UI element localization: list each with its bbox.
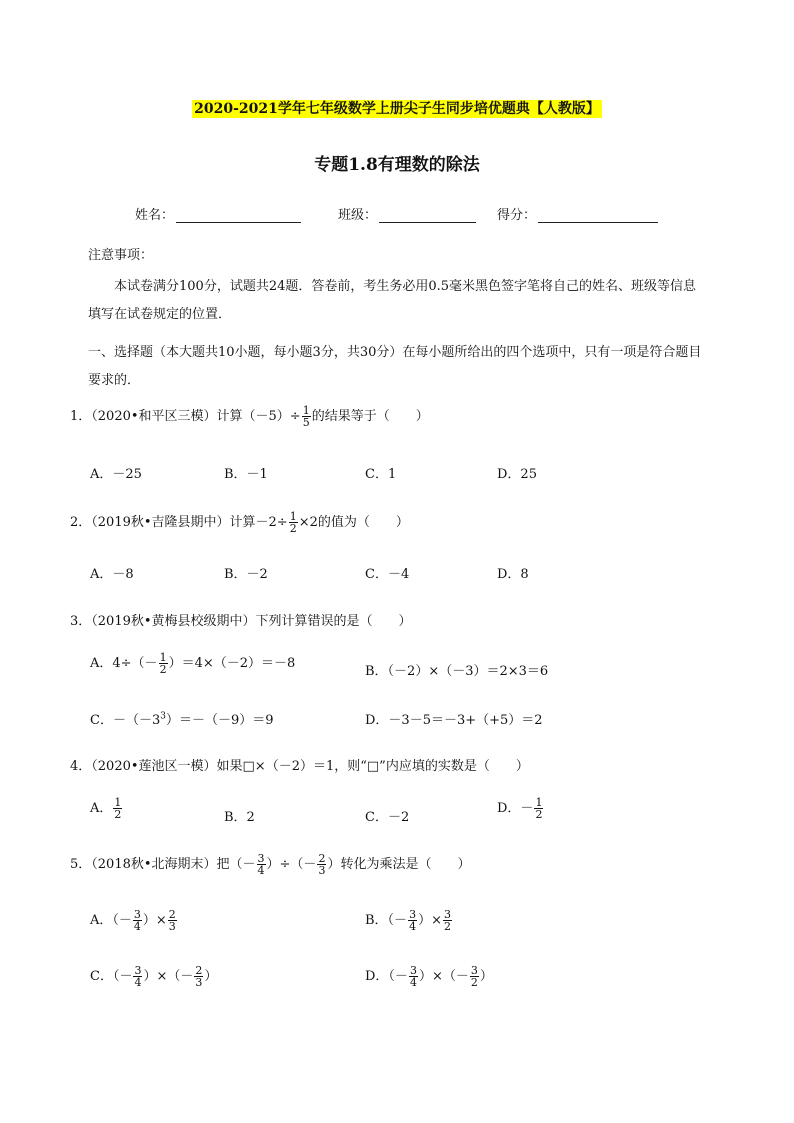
q3a-frac-den: 2 [159, 663, 167, 676]
q5b-f2-den: 2 [443, 920, 451, 933]
class-blank[interactable] [379, 208, 476, 223]
q2-option-c[interactable]: C．－4 [365, 567, 410, 582]
q5a-pre: A．（－ [90, 913, 132, 928]
notice-heading: 注意事项： [88, 248, 154, 263]
score-label: 得分： [497, 208, 537, 223]
notice-body: 本试卷满分100分，试题共24题．答卷前，考生务必用0.5毫米黑色签字笔将自己的姓名、班级等信息填写在试卷规定的位置． [88, 279, 697, 322]
q5-fraction-1 [257, 853, 266, 876]
q5d-f1-den: 4 [409, 976, 417, 989]
document-banner [0, 98, 794, 118]
q5c-f2-num: 2 [195, 964, 203, 977]
q4d-fraction [534, 797, 543, 820]
q2-option-b[interactable]: B．－2 [224, 567, 268, 582]
q5d-f1-num: 3 [409, 964, 417, 977]
q5-stem-pre: 5．（2018秋•北海期末）把（－ [70, 857, 256, 872]
banner-text: 2020-2021学年七年级数学上册尖子生同步培优题典【人教版】 [194, 101, 600, 117]
q2-stem-post: ×2的值为（ ） [298, 515, 409, 530]
q2-frac-num: 1 [289, 510, 297, 523]
q5a-f2-num: 2 [168, 908, 176, 921]
q5-frac2-den: 3 [318, 864, 326, 877]
name-blank[interactable] [176, 208, 301, 223]
question-3: 3．（2019秋•黄梅县校级期中）下列计算错误的是（ ） [70, 614, 412, 629]
q1-stem-pre: 1．（2020•和平区三模）计算（－5）÷ [70, 409, 301, 424]
q5-stem-post: ）转化为乘法是（ ） [327, 857, 471, 872]
q4-option-c[interactable]: C．－2 [365, 810, 410, 825]
q5c-post: ） [204, 969, 218, 984]
q5a-f2-den: 3 [168, 920, 176, 933]
q2-frac-den: 2 [289, 522, 297, 535]
q5b-f1-num: 3 [409, 908, 417, 921]
q3a-post: ）＝4×（－2）＝－8 [168, 656, 296, 671]
q3c-exponent: 3 [160, 711, 166, 722]
q5b-mid: ）× [418, 913, 442, 928]
q5-stem-mid: ）÷（－ [266, 857, 317, 872]
q5d-post: ） [479, 969, 493, 984]
q5c-pre: C．（－ [90, 969, 133, 984]
q5a-mid: ）× [142, 913, 167, 928]
q5d-f2-den: 2 [470, 976, 478, 989]
q4d-frac-den: 2 [535, 808, 543, 821]
q5-frac2-num: 2 [318, 852, 326, 865]
q5-option-c[interactable] [90, 965, 217, 988]
q1-stem-post: 的结果等于（ ） [311, 409, 429, 424]
q5d-pre: D．（－ [365, 969, 408, 984]
section-heading: 一、选择题（本大题共10小题，每小题3分，共30分）在每小题所给出的四个选项中，只有一项是符合题目要求的． [88, 345, 702, 388]
q5c-fraction-1 [133, 965, 142, 988]
q5b-fraction-1 [408, 909, 417, 932]
name-field[interactable] [135, 204, 301, 223]
q5a-fraction-2 [168, 909, 177, 932]
q5c-f1-den: 4 [134, 976, 142, 989]
class-label: 班级： [338, 208, 378, 223]
q4d-frac-num: 1 [535, 796, 543, 809]
q3-option-b[interactable]: B．（－2）×（－3）＝2×3＝6 [365, 664, 549, 679]
q5d-fraction-2 [470, 965, 479, 988]
question-5 [70, 853, 470, 876]
q5d-mid: ）×（－ [418, 969, 469, 984]
q3a-frac-num: 1 [159, 651, 167, 664]
q5a-fraction-1 [133, 909, 142, 932]
q5-frac1-den: 4 [257, 864, 265, 877]
q1-option-b[interactable]: B．－1 [224, 467, 268, 482]
question-1 [70, 405, 429, 428]
q3c-post: ）＝－（－9）＝9 [165, 713, 274, 728]
q5c-f1-num: 3 [134, 964, 142, 977]
q3a-pre: A．4÷（－ [90, 656, 158, 671]
q1-frac-den: 5 [302, 416, 310, 429]
q2-option-d[interactable]: D．8 [497, 567, 529, 582]
q1-option-d[interactable]: D．25 [497, 467, 537, 482]
name-label: 姓名： [135, 208, 175, 223]
q4a-frac-den: 2 [114, 808, 122, 821]
q5c-mid: ）×（－ [143, 969, 194, 984]
q4a-fraction [113, 797, 122, 820]
q5d-fraction-1 [409, 965, 418, 988]
q4-option-b[interactable]: B．2 [224, 810, 255, 825]
q3c-pre: C．－（－3 [90, 713, 161, 728]
q5c-fraction-2 [194, 965, 203, 988]
q2-fraction [289, 511, 298, 534]
class-field[interactable] [338, 204, 476, 223]
score-blank[interactable] [538, 208, 658, 223]
q5-option-a[interactable] [90, 909, 178, 932]
question-2 [70, 511, 409, 534]
q1-fraction [302, 405, 311, 428]
q5-fraction-2 [317, 853, 326, 876]
q5b-f2-num: 3 [443, 908, 451, 921]
q1-frac-num: 1 [302, 404, 310, 417]
q4-option-d[interactable] [497, 797, 544, 820]
question-4: 4．（2020•莲池区一模）如果□×（－2）＝1，则“□”内应填的实数是（ ） [70, 759, 529, 774]
q4d-pre: D．－ [497, 801, 534, 816]
q1-option-a[interactable]: A．－25 [90, 467, 142, 482]
q3-option-a[interactable] [90, 652, 295, 675]
q5-frac1-num: 3 [257, 852, 265, 865]
score-field[interactable] [497, 204, 658, 223]
q5c-f2-den: 3 [195, 976, 203, 989]
page-title: 专题1.8有理数的除法 [314, 155, 480, 175]
q5b-f1-den: 4 [409, 920, 417, 933]
q5-option-d[interactable] [365, 965, 493, 988]
q4-option-a[interactable] [90, 797, 123, 820]
q4a-pre: A． [90, 801, 113, 816]
q3-option-c[interactable] [90, 709, 274, 728]
q3-option-d[interactable]: D．－3－5＝－3+（+5）＝2 [365, 713, 543, 728]
q2-option-a[interactable]: A．－8 [90, 567, 134, 582]
q5d-f2-num: 3 [470, 964, 478, 977]
q5b-pre: B．（－ [365, 913, 408, 928]
q2-stem-pre: 2．（2019秋•吉隆县期中）计算－2÷ [70, 515, 288, 530]
q5b-fraction-2 [443, 909, 452, 932]
q3a-fraction [159, 652, 168, 675]
q5-option-b[interactable] [365, 909, 453, 932]
q5a-f1-num: 3 [133, 908, 141, 921]
q1-option-c[interactable]: C．1 [365, 467, 397, 482]
q4a-frac-num: 1 [114, 796, 122, 809]
q5a-f1-den: 4 [133, 920, 141, 933]
